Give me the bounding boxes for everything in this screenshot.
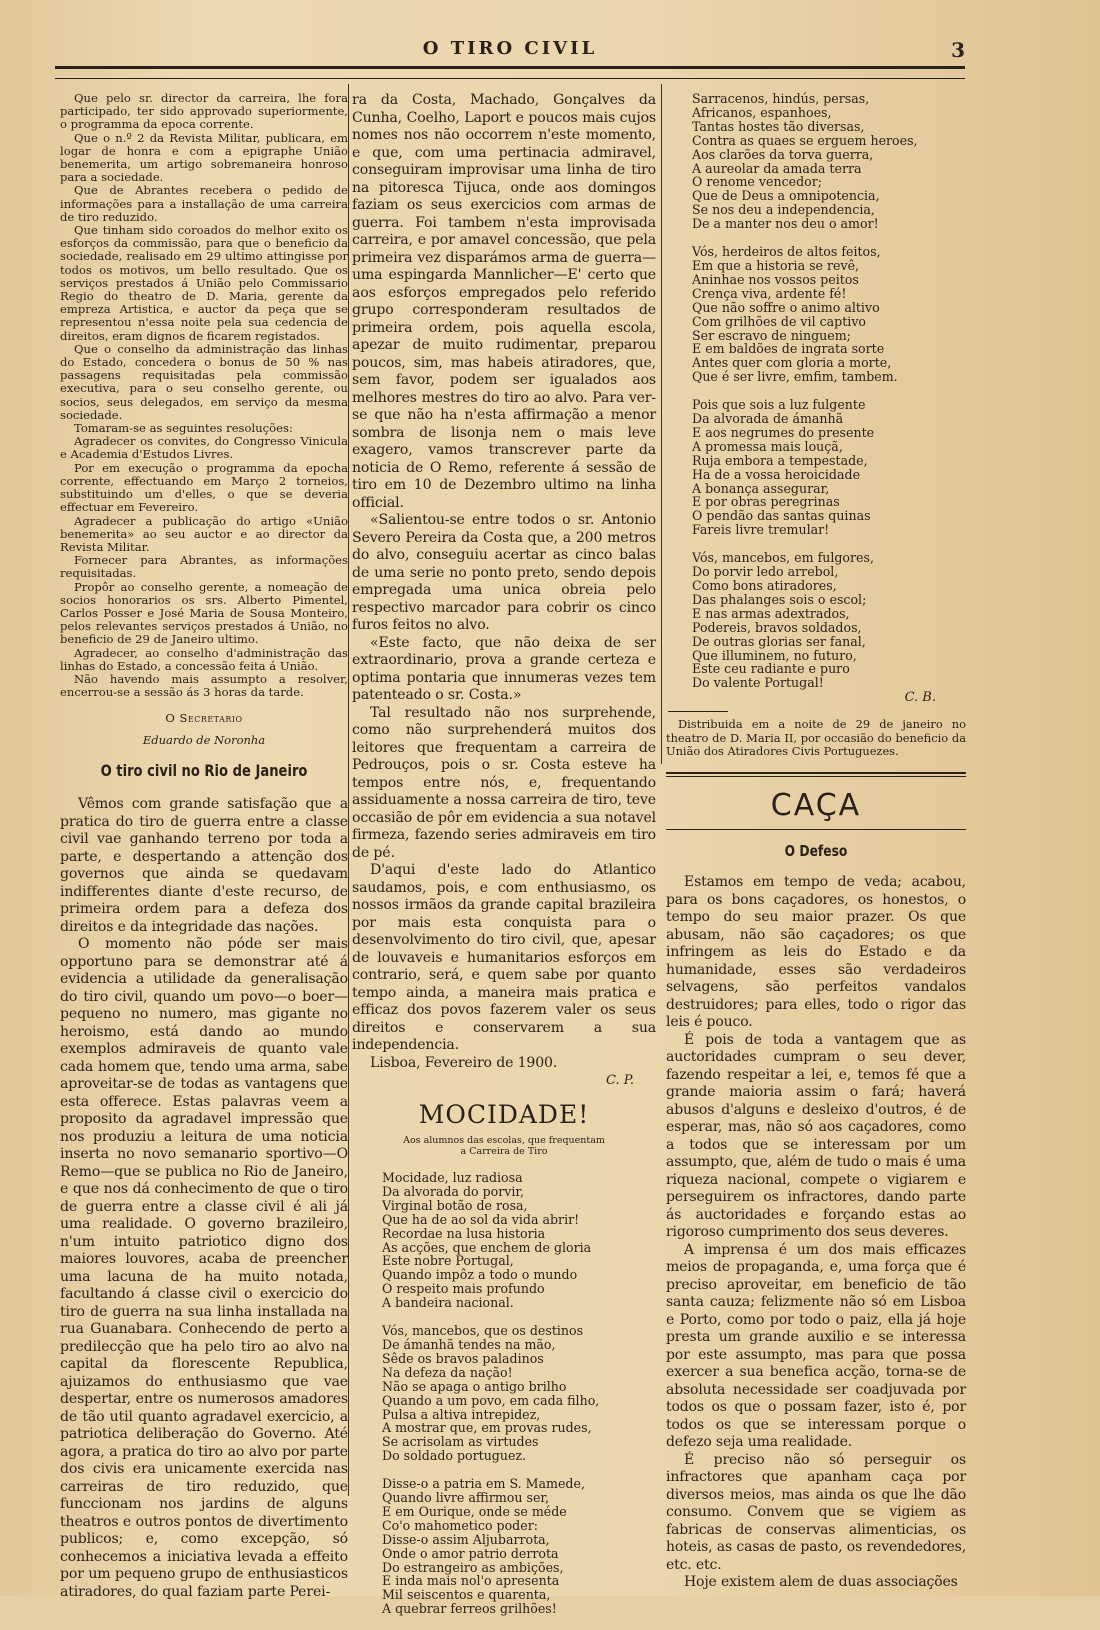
paragraph: Não havendo mais assumpto a resolver, encerrou-se a sessão ás 3 horas da tarde. [60, 671, 348, 700]
poem-line: Do estrangeiro as ambições, [382, 1559, 564, 1575]
paragraph: Tal resultado não nos surprehende, como não surprehenderá muitos dos leitores que frequentam a carreira de Pedrouços, pois o sr. Costa esteve ha tempos entre nós, e, frequentando assiduamente a nossa carreira de tiro, teve occasião de pôr em evidencia a sua notavel firmeza, fazendo series admiraveis em tiro de pé. [352, 704, 656, 861]
poem-line: A promessa mais louçã, [692, 438, 843, 454]
paragraph: Que tinham sido coroados do melhor exito os esforços da commissão, para que o beneficio da sociedade, realisado em 29 ultimo attingisse por todos os motivos, um bello resultado. Que os serviços prestados á União pelo Commissario Regio do theatro de D. Maria, gerente da empreza Artistica, e auctor da peça que se representou n'essa noite pela sua cedencia de direitos, eram dignos de ficarem registados. [60, 223, 348, 343]
poem-line: Disse-o assim Aljubarrota, [382, 1531, 550, 1547]
poem-line: Que não soffre o animo altivo [692, 299, 880, 315]
poem-line: O respeito mais profundo [382, 1281, 545, 1297]
poem-line: Africanos, espanhoes, [692, 104, 832, 120]
article-title: O Defeso [784, 842, 848, 861]
paragraph: Tomaram-se as seguintes resoluções: [74, 421, 293, 436]
dedication-line: a Carreira de Tiro [460, 1146, 548, 1157]
paragraph: Agradecer a publicação do artigo «União benemerita» ao seu auctor e ao director da Revista Militar. [60, 513, 348, 554]
section-rule [666, 772, 966, 777]
poem-line: A aureolar da amada terra [692, 160, 862, 176]
header-rule [55, 66, 965, 79]
poem-line: Do porvir ledo arrebol, [692, 564, 839, 580]
poem-line: Ser escravo de ninguem; [692, 327, 851, 343]
poem-line: Quando impôz a todo o mundo [382, 1267, 578, 1283]
paragraph: «Salientou-se entre todos o sr. Antonio Severo Pereira da Costa que, a 200 metros do alvo, conseguiu acertar as cinco balas de uma serie no ponto preto, sendo depois empregada uma unica obreia pelo respectivo marcador para cobrir os cinco furos feitos no alvo. [352, 512, 656, 633]
paragraph: Que o n.º 2 da Revista Militar, publicara, em logar de honra e com a epigraphe União benemerita, um artigo sobremaneira honroso para a sociedade. [60, 130, 348, 185]
poem-continuation [666, 92, 966, 690]
poem-line: E aos negrumes do presente [692, 424, 875, 440]
dateline: Lisboa, Fevereiro de 1900. [370, 1054, 558, 1071]
poem-line: Sêde os bravos paladinos [382, 1350, 544, 1366]
poem-stanza [382, 1171, 656, 1310]
poem-line: Em que a historia se revê, [692, 257, 860, 273]
poem-line: Vós, mancebos, em fulgores, [692, 550, 874, 566]
poem-line: Aos clarões da torva guerra, [692, 146, 874, 162]
poem-line: O pendão das santas quinas [692, 508, 871, 524]
poem-line: Mil seiscentos e quarenta, [382, 1587, 551, 1603]
minutes-text [60, 92, 348, 699]
poem-line: A bonança assegurar, [692, 480, 830, 496]
poem-stanza [692, 92, 966, 231]
column-2 [352, 92, 656, 1630]
poem-line: Das phalanges sois o escol; [692, 591, 867, 607]
paragraph: D'aqui d'este lado do Atlantico saudamos, pois, e com enthusiasmo, os nossos irmãos da grande capital brazileira por mais esta conquista para o desenvolvimento do tiro civil, que, apesar de louvaveis e humanitarios esforços em contrario, será, e quem sabe por quanto tempo ainda, a maneira mais pratica e efficaz dos povos fazerem valer os seus direitos e conservarem a sua independencia. [352, 862, 656, 1053]
poem-line: Onde o amor patrio derrota [382, 1545, 559, 1561]
poem-line: Pois que sois a luz fulgente [692, 397, 866, 413]
column-3 [666, 92, 966, 1592]
article-continuation [352, 92, 656, 1072]
poem-line: E por obras peregrinas [692, 494, 840, 510]
poem-stanza [692, 551, 966, 690]
poem-line: Não se apaga o antigo brilho [382, 1378, 567, 1394]
article-title: O tiro civil no Rio de Janeiro [100, 761, 308, 781]
poem-line: Vós, herdeiros de altos feitos, [692, 244, 881, 260]
section-underline [666, 829, 966, 830]
poem-line: E inda mais nol'o apresenta [382, 1573, 560, 1589]
poem-line: Virginal botão de rosa, [382, 1197, 528, 1213]
article-body [666, 874, 966, 1592]
paragraph: «Este facto, que não deixa de ser extraordinario, prova a grande certeza e optima pontaria que innumeras vezes tem patenteado o sr. Costa.» [352, 634, 656, 703]
poem-line: Antes quer com gloria a morte, [692, 355, 892, 371]
column-divider [348, 84, 349, 1496]
poem-line: E nas armas adextrados, [692, 605, 850, 621]
poem-line: Crença viva, ardente fé! [692, 285, 847, 301]
poem-line: Que é ser livre, emfim, tambem. [692, 369, 898, 385]
poem-line: Com grilhões de vil captivo [692, 313, 867, 329]
poem-line: Na defeza da nação! [382, 1364, 513, 1380]
poem-line: Se nos deu a independencia, [692, 202, 875, 218]
poem-line: Podereis, bravos soldados, [692, 619, 862, 635]
poem-line: O renome vencedor; [692, 174, 822, 190]
poem-line: De outras glorias ser fanal, [692, 633, 866, 649]
poem-line: A bandeira nacional. [382, 1295, 514, 1311]
poem-line: Se acrisolam as virtudes [382, 1434, 539, 1450]
secretary-label: O Secretario [165, 711, 243, 726]
poem-line: Da alvorada do porvir, [382, 1183, 525, 1199]
poem-line: Recordae na lusa historia [382, 1225, 546, 1241]
poem-title: MOCIDADE! [418, 1100, 590, 1129]
poem-stanza [692, 398, 966, 537]
paragraph: Por em execução o programma da epocha corrente, effectuando em Março 2 torneios, substituindo um d'elles, o que se deveria effectuar em Fevereiro. [60, 460, 348, 515]
poem-body [352, 1171, 656, 1616]
poem-line: Vós, mancebos, que os destinos [382, 1323, 584, 1339]
dedication-line: Aos alumnos das escolas, que frequentam [403, 1135, 605, 1146]
poem-line: Que ha de ao sol da vida abrir! [382, 1211, 580, 1227]
poem-line: Da alvorada de ámanhã [692, 411, 844, 427]
poem-line: Como bons atiradores, [692, 578, 837, 593]
poem-line: Ruja embora a tempestade, [692, 452, 868, 468]
poem-signature: C. B. [904, 690, 936, 706]
paragraph: O momento não póde ser mais opportuno para se demonstrar até á evidencia a utilidade da generalisação do tiro civil, quando um povo—o boer—pequeno no numero, mas gigante no heroismo, está dando ao mundo exemplos admiraveis de quanto vale cada homem que, tendo uma arma, sabe aproveitar-se de todas as vantagens que esta offerece. Estas palavras veem a proposito da agradavel impressão que nos produziu a leitura de uma noticia inserta no novo semanario sportivo—O Remo—que se publica no Rio de Janeiro, e que nos dá conhecimento de que o tiro de guerra entre a classe civil é ali já uma realidade. O governo brazileiro, n'um intuito patriotico digno dos maiores louvores, acaba de preencher uma lacuna de ha muito notada, facultando á classe civil o exercicio do tiro de guerra na sua linha installada na rua Guanabara. Conhecendo de perto a predilecção que ha pelo tiro ao alvo na capital da florescente Republica, ajuizamos do enthusiasmo que vae despertar, entre os numerosos amadores de tão util quanto agradavel exercicio, a patriotica deliberação do Governo. Até agora, a pratica do tiro ao alvo por parte dos civis era unicamente exercida nas carreiras de tiro reduzido, que funccionam nos jardins de alguns theatros e outros pontos de divertimento publicos; e, como excepção, só conhecemos a iniciativa levada a effeito por um pequeno grupo de enthusiasticos atiradores, do qual faziam parte Perei- [60, 936, 348, 1600]
poem-line: Quando a um povo, em cada filho, [382, 1392, 600, 1408]
paragraph: É preciso não só perseguir os infractores que apanham caça por diversos meios, mas ainda os que lhe dão consumo. Convem que se vigiem as fabricas de conservas alimenticias, os hoteis, as casas de pasto, os revendedores, etc. etc. [666, 1451, 966, 1573]
poem-line: De a manter nos deu o amor! [692, 216, 879, 232]
paragraph: ra da Costa, Machado, Gonçalves da Cunha, Coelho, Laport e poucos mais cujos nomes nos não occorrem n'este momento, e que, com uma pertinacia admiravel, conseguiram improvisar uma linha de tiro na pitoresca Tijuca, onde aos domingos faziam os seus exercicios com armas de guerra. Foi tambem n'esta improvisada carreira, e por amavel concessão, que pela primeira vez disparámos arma de guerra—uma espingarda Mannlicher—E' certo que aos esforços empregados pelo referido grupo corresponderam resultados de primeira ordem, pois aquella escola, apezar de muito rudimentar, preparou poucos, sim, mas habeis atiradores, que, sem favor, podem ser igualados aos melhores mestres do tiro ao alvo. Para ver-se que não ha n'esta affirmação a menor sombra de lisonja nem o mais leve exagero, vamos transcrever parte da noticia de O Remo, referente á sessão de tiro em 10 de Dezembro ultimo na linha official. [352, 92, 656, 511]
poem-line: Fareis livre tremular! [692, 522, 830, 538]
poem-stanza [382, 1324, 656, 1463]
section-title: CAÇA [770, 788, 862, 824]
poem-line: Contra as quaes se erguem heroes, [692, 132, 918, 148]
poem-line: Pulsa a altiva intrepidez, [382, 1406, 541, 1422]
poem-line: De ámanhã tendes na mão, [382, 1336, 556, 1352]
article-signature: C. P. [606, 1073, 634, 1088]
poem-line: E em baldões de ingrata sorte [692, 341, 885, 357]
paragraph: Agradecer, ao conselho d'administração das linhas do Estado, a concessão feita á União. [60, 645, 348, 673]
paragraph: Vêmos com grande satisfação que a pratica do tiro de guerra entre a classe civil vae ganhando terreno por toda a parte, e despertando a attenção dos governos que ainda se quedavam indifferentes diante d'este recurso, de primeira ordem para a defeza dos direitos e da integridade das nações. [60, 796, 348, 935]
paragraph: Que o conselho da administração das linhas do Estado, concedera o bonus de 50 % nas passagens requisitadas pela commissão executiva, para o seu conselho gerente, ou socios, seus delegados, em serviço da mesma sociedade. [60, 341, 348, 422]
poem-line: Este ceu radiante e puro [692, 661, 850, 677]
poem-line: Tantas hostes tão diversas, [692, 118, 865, 134]
poem-line: Que de Deus a omnipotencia, [692, 188, 880, 204]
running-title: O TIRO CIVIL [422, 38, 598, 59]
paragraph: Que pelo sr. director da carreira, lhe fora participado, ter sido approvado superiormente, o programma da epoca corrente. [60, 91, 348, 132]
poem-line: E em Ourique, onde se méde [382, 1503, 567, 1519]
paragraph: Fornecer para Abrantes, as informações requisitadas. [60, 553, 348, 581]
paragraph: Propôr ao conselho gerente, a nomeação de socios honorarios os srs. Alberto Pimentel, Carlos Posser e José Maria de Sousa Monteiro, pelos relevantes serviços prestados á União, no beneficio de 29 de Janeiro ultimo. [60, 579, 348, 647]
poem-line: Do soldado portuguez. [382, 1448, 527, 1464]
note-rule [668, 711, 728, 712]
poem-line: Sarracenos, hindús, persas, [692, 91, 870, 106]
paragraph: Agradecer os convites, do Congresso Vinicula e Academia d'Estudos Livres. [60, 434, 348, 462]
poem-line: Ha de a vossa heroicidade [692, 466, 861, 482]
poem-note: Distribuida em a noite de 29 de janeiro no theatro de D. Maria II, por occasião do beneficio da União dos Atiradores Civis Portuguezes. [666, 717, 966, 759]
page-number: 3 [951, 38, 965, 62]
poem-line: Co'o mahometico poder: [382, 1517, 538, 1533]
poem-line: Do valente Portugal! [692, 675, 824, 691]
poem-stanza [382, 1477, 656, 1616]
poem-line: Aninhae nos vossos peitos [692, 271, 859, 287]
poem-line: Que illuminem, no futuro, [692, 647, 857, 663]
secretary-name: Eduardo de Noronha [142, 733, 266, 748]
article-body [60, 796, 348, 1601]
page-header [55, 38, 965, 62]
poem-line: As acções, que enchem de gloria [382, 1239, 592, 1255]
poem-line: Quando livre affirmou ser, [382, 1490, 550, 1506]
paragraph: Hoje existem alem de duas associações [684, 1574, 958, 1591]
poem-dedication [352, 1135, 656, 1157]
paragraph: Estamos em tempo de veda; acabou, para os bons caçadores, os honestos, o tempo do seu maior prazer. Os que abusam, não são caçadores; os que infringem as leis do Estado e da humanidade, esses são verdadeiros selvagens, são perfeitos vandalos destruidores; para elles, todo o rigor das leis é pouco. [666, 874, 966, 1031]
poem-stanza [692, 245, 966, 384]
poem-line: Este nobre Portugal, [382, 1253, 514, 1269]
paragraph: Que de Abrantes recebera o pedido de informações para a installação de uma carreira de tiro reduzido. [60, 183, 348, 224]
poem-line: Disse-o a patria em S. Mamede, [382, 1476, 585, 1492]
column-divider [661, 84, 662, 764]
paragraph: É pois de toda a vantagem que as auctoridades cumpram o seu dever, fazendo respeitar a lei, e, temos fé que a grande maioria assim o fará; haverá abusos d'alguns e desleixo d'outros, é de esperar, mas, não só aos caçadores, como a todos que se interessam por um assumpto, que, além de tudo o mais é uma riqueza nacional, compete o vigiarem e perseguirem os infractores, dando parte ás auctoridades e forçando estas ao rigoroso cumprimento dos seus deveres. [666, 1031, 966, 1241]
poem-line: A quebrar ferreos grilhões! [382, 1601, 557, 1617]
paragraph: A imprensa é um dos mais efficazes meios de propaganda, e, uma força que é preciso aproveitar, em beneficio de tão santa cauza; felizmente não só em Lisboa e Porto, como por todo o paiz, ella já hoje presta um grande auxilio e se interessa por este assumpto, mas para que possa exercer a sua benefica acção, torna-se de absoluta necessidade ser coadjuvada por todos os que o possam fazer, isto é, por todos os que se interessam porque o defezo seja uma realidade. [666, 1241, 966, 1451]
poem-line: A mostrar que, em provas rudes, [382, 1420, 592, 1436]
poem-line: Mocidade, luz radiosa [382, 1170, 523, 1185]
column-1 [60, 92, 348, 1601]
